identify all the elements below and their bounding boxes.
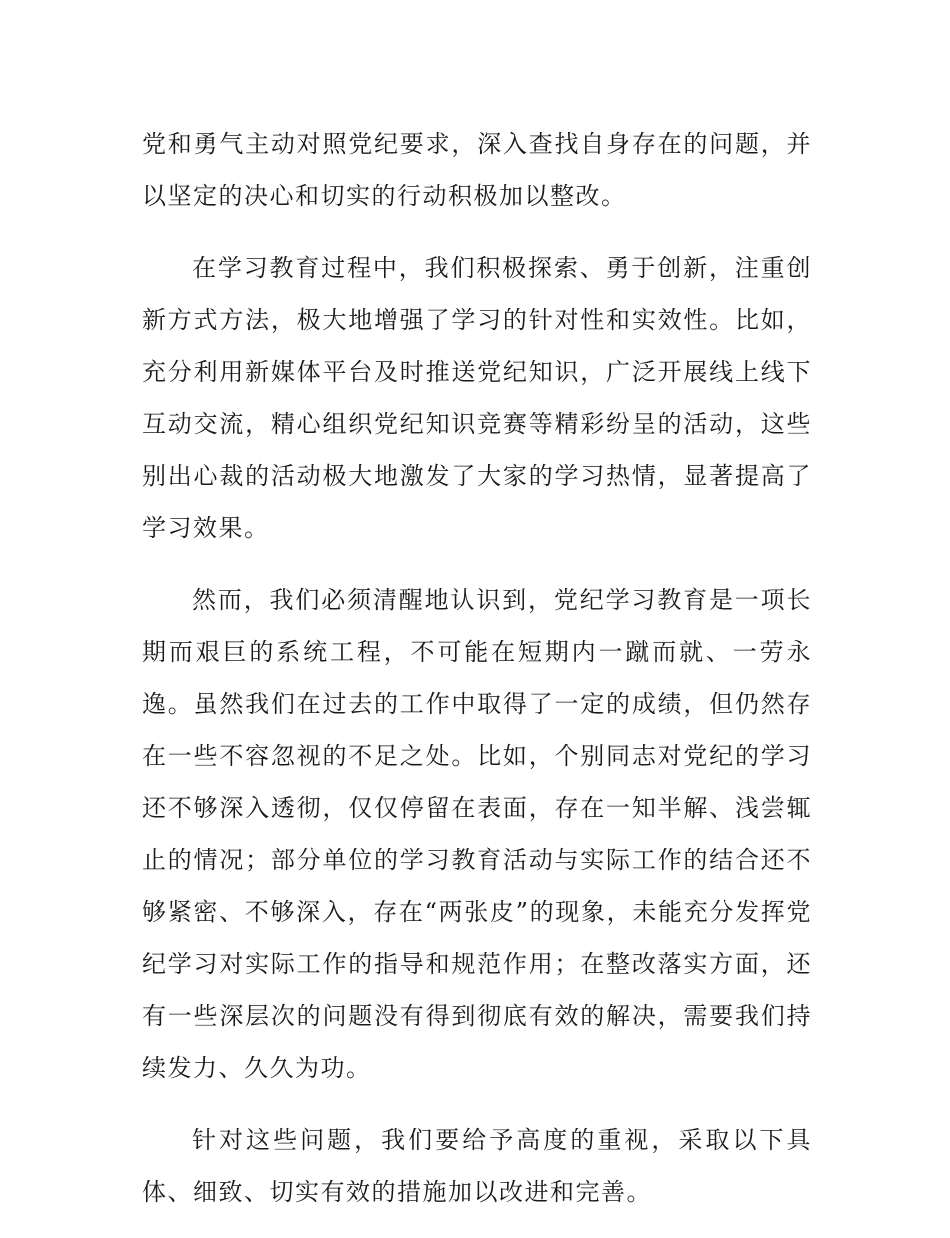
paragraph-2: 在学习教育过程中，我们积极探索、勇于创新，注重创新方式方法，极大地增强了学习的针对性和实效性。比如，充分利用新媒体平台及时推送党纪知识，广泛开展线上线下互动交流，精心组织党纪知识竞赛等精彩纷呈的活动，这些别出心裁的活动极大地激发了大家的学习热情，显著提高了学习效果。	[142, 254, 812, 542]
paragraph-1: 党和勇气主动对照党纪要求，深入查找自身存在的问题，并以坚定的决心和切实的行动积极加以整改。	[142, 130, 812, 210]
document-body	[142, 118, 812, 1238]
paragraph-3: 然而，我们必须清醒地认识到，党纪学习教育是一项长期而艰巨的系统工程，不可能在短期内一蹴而就、一劳永逸。虽然我们在过去的工作中取得了一定的成绩，但仍然存在一些不容忽视的不足之处。比如，个别同志对党纪的学习还不够深入透彻，仅仅停留在表面，存在一知半解、浅尝辄止的情况；部分单位的学习教育活动与实际工作的结合还不够紧密、不够深入，存在“两张皮”的现象，未能充分发挥党纪学习对实际工作的指导和规范作用；在整改落实方面，还有一些深层次的问题没有得到彻底有效的解决，需要我们持续发力、久久为功。	[142, 586, 812, 1082]
paragraph-4: 针对这些问题，我们要给予高度的重视，采取以下具体、细致、切实有效的措施加以改进和完善。	[142, 1126, 812, 1206]
